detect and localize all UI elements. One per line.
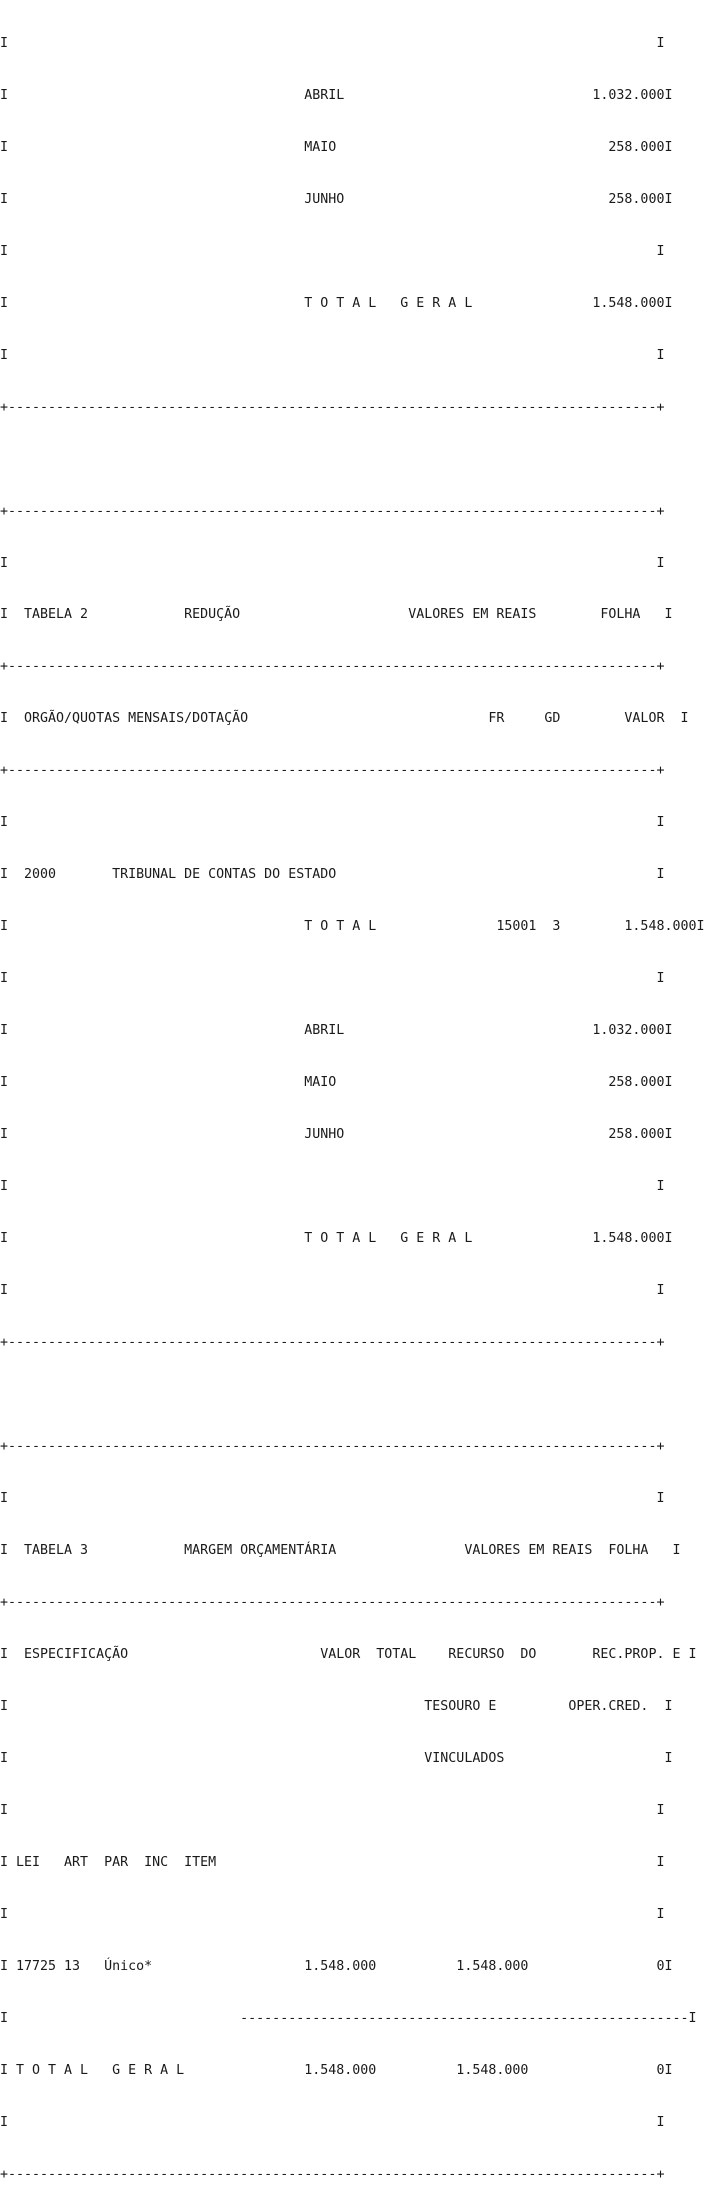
grand-total-row: I T O T A L G E R A L 1.548.000 1.548.000 0I	[0, 2063, 673, 2079]
report-line: I I	[0, 1491, 665, 1507]
legal-basis-headers: I LEI ART PAR INC ITEM I	[0, 1855, 665, 1871]
table-border: +---------------------------------------------------------------------------------+	[0, 399, 665, 415]
report-line: I I	[0, 815, 665, 831]
table-2-column-headers: I ORGÃO/QUOTAS MENSAIS/DOTAÇÃO FR GD VALOR I	[0, 711, 689, 727]
report-line: I JUNHO 258.000I	[0, 191, 673, 207]
table-border: +---------------------------------------------------------------------------------+	[0, 2167, 665, 2183]
report-line: I I	[0, 555, 665, 571]
report-line: I I	[0, 971, 665, 987]
blank-line	[0, 451, 704, 468]
report-line: I I	[0, 1907, 665, 1923]
report-line: I T O T A L G E R A L 1.548.000I	[0, 295, 673, 311]
report-line: I I	[0, 35, 665, 51]
table-border: +---------------------------------------------------------------------------------+	[0, 1335, 665, 1351]
report-line: I I	[0, 2115, 665, 2131]
report-line: I I	[0, 243, 665, 259]
table-border: +---------------------------------------------------------------------------------+	[0, 763, 665, 779]
legal-basis-row: I 17725 13 Único* 1.548.000 1.548.000 0I	[0, 1959, 673, 1975]
table-3-header: I TABELA 3 MARGEM ORÇAMENTÁRIA VALORES EM REAIS FOLHA I	[0, 1543, 681, 1559]
table-border: +---------------------------------------------------------------------------------+	[0, 1595, 665, 1611]
report-line: I MAIO 258.000I	[0, 139, 673, 155]
table-border: +---------------------------------------------------------------------------------+	[0, 1439, 665, 1455]
quota-row: I ABRIL 1.032.000I	[0, 1023, 673, 1039]
report-line: I ABRIL 1.032.000I	[0, 87, 673, 103]
table-border: +---------------------------------------------------------------------------------+	[0, 659, 665, 675]
quota-row: I MAIO 258.000I	[0, 1075, 673, 1091]
report-line: I I	[0, 1803, 665, 1819]
table-2-header: I TABELA 2 REDUÇÃO VALORES EM REAIS FOLHA I	[0, 607, 673, 623]
table-border: +---------------------------------------------------------------------------------+	[0, 503, 665, 519]
grand-total-row: I T O T A L G E R A L 1.548.000I	[0, 1231, 673, 1247]
report-line: I I	[0, 1283, 665, 1299]
table-3-column-headers: I VINCULADOS I	[0, 1751, 673, 1767]
table-3-column-headers: I TESOURO E OPER.CRED. I	[0, 1699, 673, 1715]
quota-row: I JUNHO 258.000I	[0, 1127, 673, 1143]
blank-line	[0, 1386, 704, 1403]
subtotal-divider: I --------------------------------------------------------I	[0, 2011, 697, 2027]
report-line: I I	[0, 1179, 665, 1195]
report-line: I I	[0, 347, 665, 363]
organ-total-row: I T O T A L 15001 3 1.548.000I	[0, 919, 704, 935]
organ-row: I 2000 TRIBUNAL DE CONTAS DO ESTADO I	[0, 867, 665, 883]
table-3-column-headers: I ESPECIFICAÇÃO VALOR TOTAL RECURSO DO REC.PROP. E I	[0, 1647, 697, 1663]
